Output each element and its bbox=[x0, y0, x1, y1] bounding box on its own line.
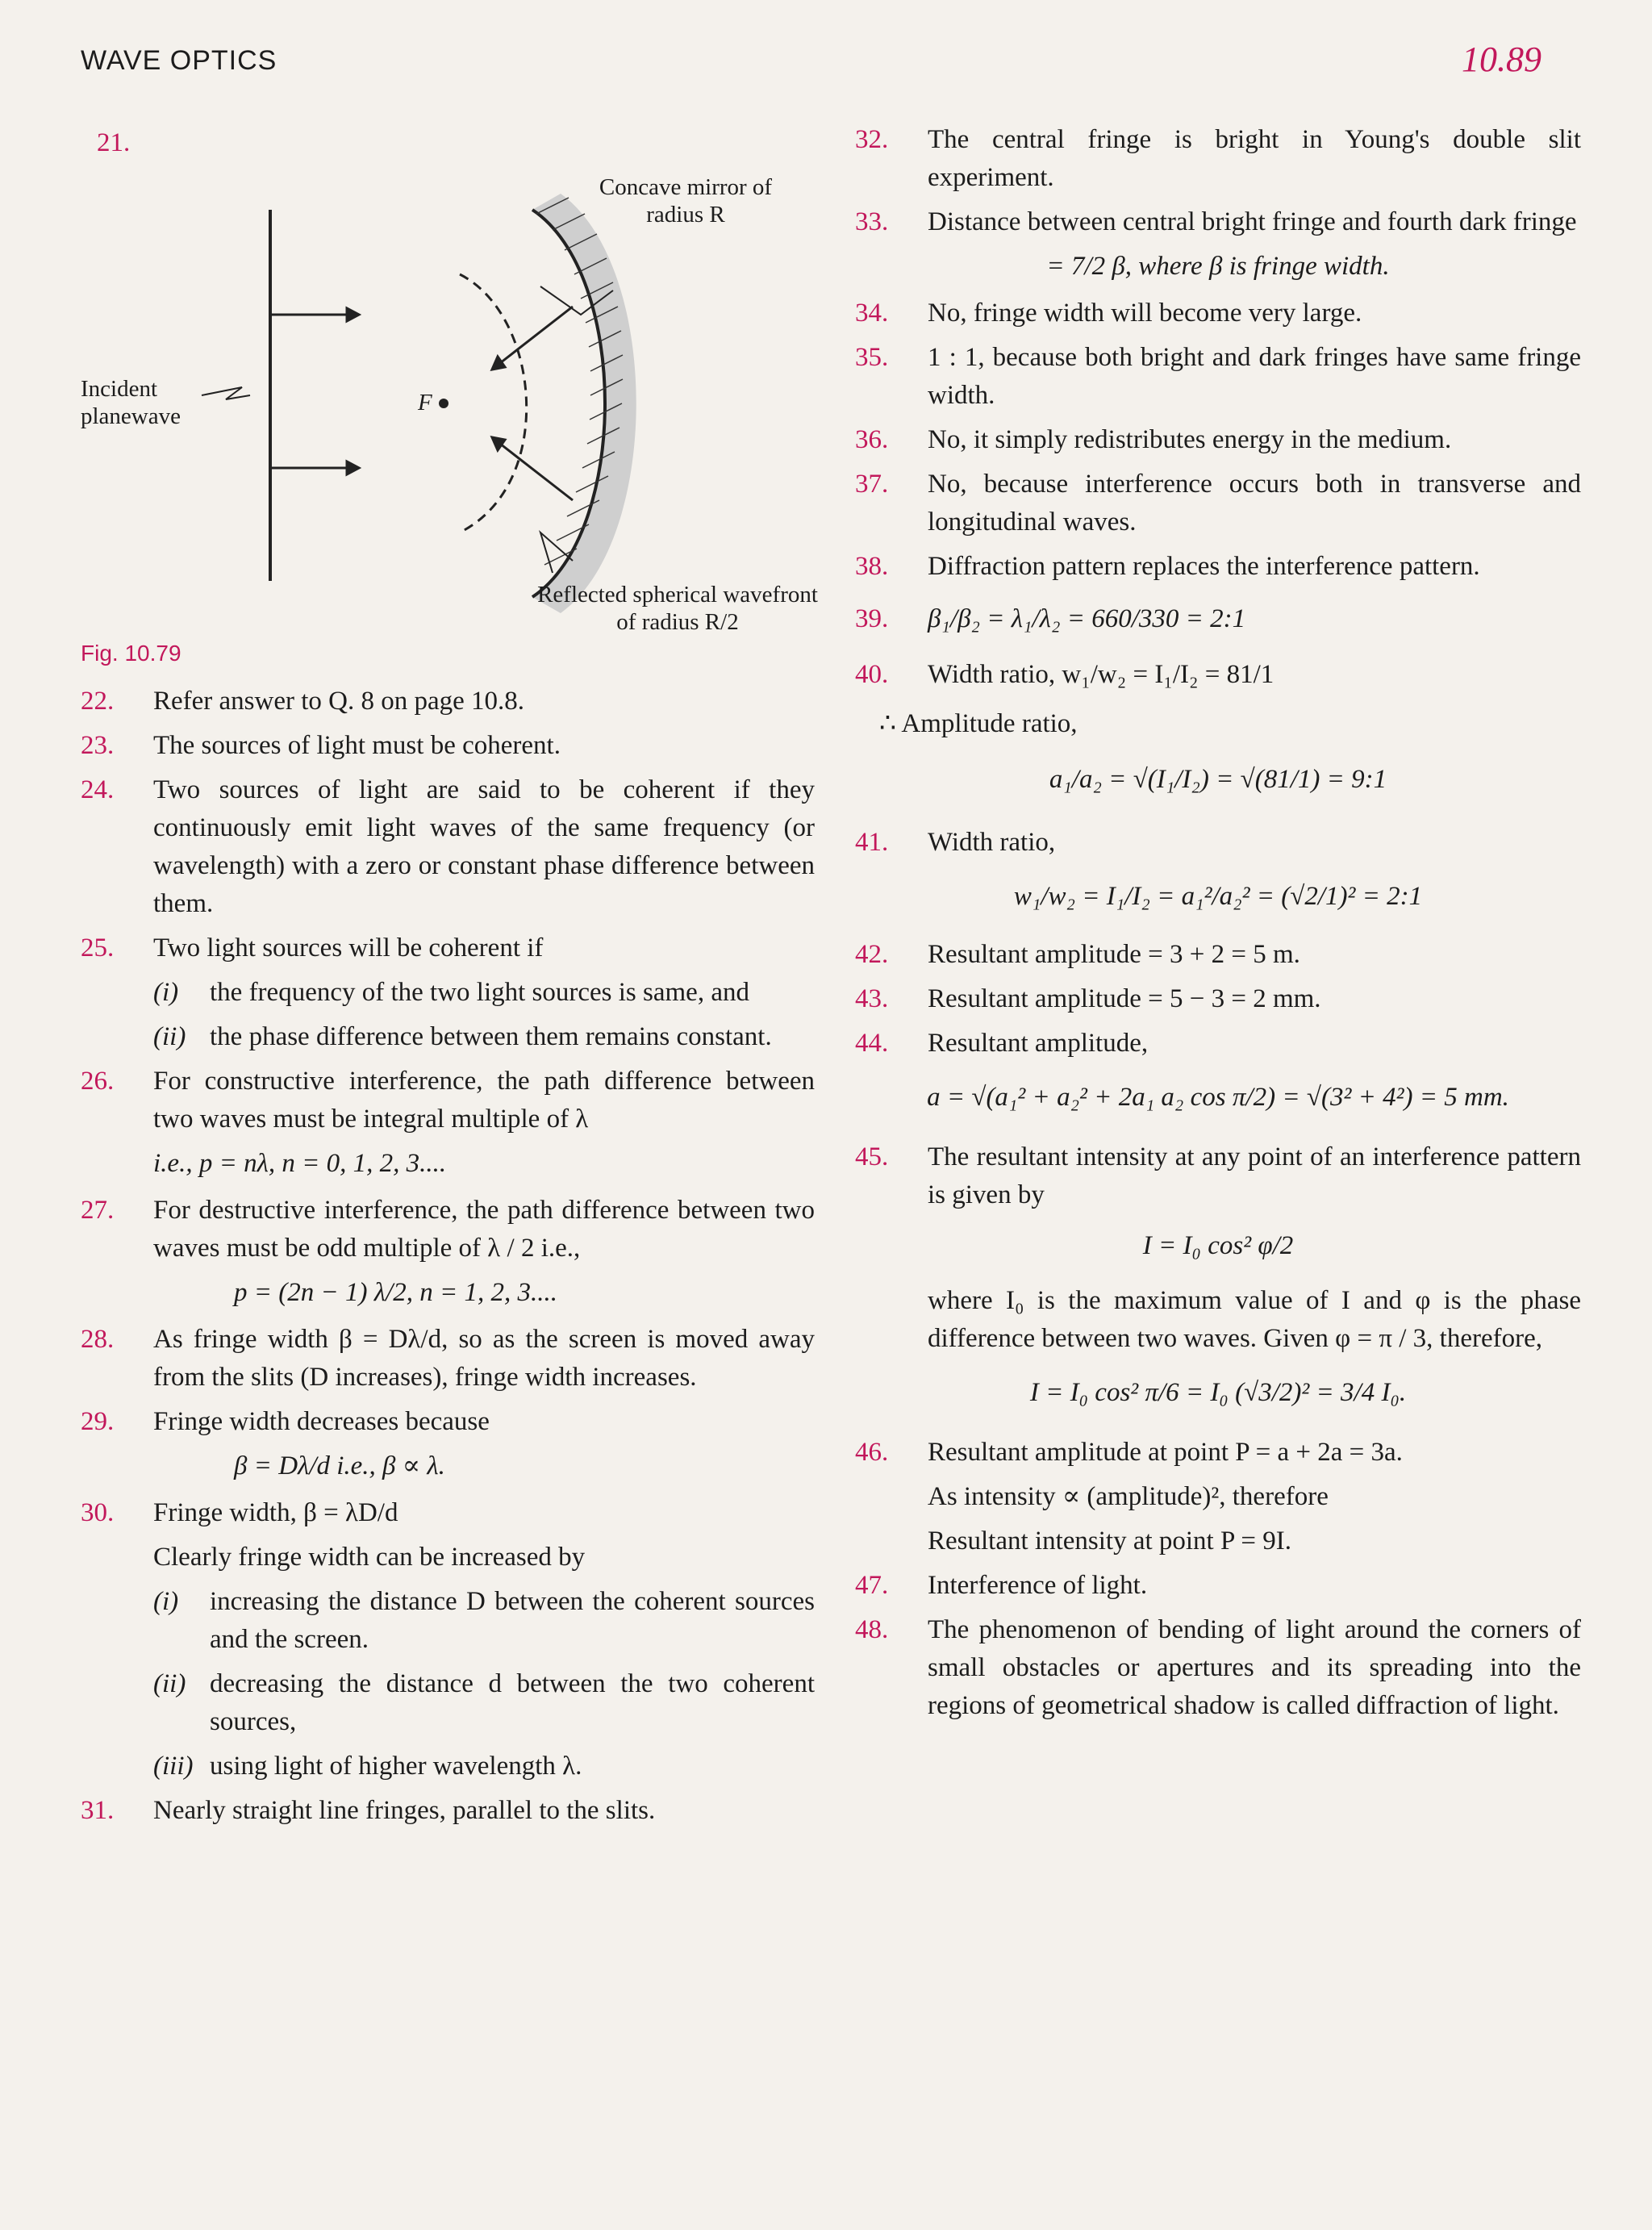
question-number: 21. bbox=[97, 128, 131, 157]
answer-47 bbox=[855, 1567, 1581, 1605]
answer-23 bbox=[81, 727, 815, 765]
answer-text: Fringe width decreases because bbox=[153, 1407, 490, 1436]
answer-40-line2: ∴ Amplitude ratio, bbox=[879, 709, 1078, 738]
answer-text: Two light sources will be coherent if bbox=[153, 933, 544, 963]
answer-45 bbox=[855, 1138, 1581, 1214]
point-text: the phase difference between them remains constant. bbox=[210, 1022, 772, 1051]
label-concave-mirror: Concave mirror of radius R bbox=[599, 174, 773, 228]
answer-38 bbox=[855, 548, 1581, 586]
equation-45b: I = I₀ cos² π/6 = I₀ (√3/2)² = 3/4 I₀. bbox=[1029, 1378, 1407, 1407]
answer-number: 29. bbox=[81, 1407, 115, 1436]
running-header: WAVE OPTICS bbox=[81, 45, 277, 76]
answer-37 bbox=[855, 466, 1581, 541]
answer-43 bbox=[855, 980, 1581, 1018]
point-text: increasing the distance D between the coherent sources and the screen. bbox=[210, 1587, 815, 1654]
answer-text: β₁/β₂ = λ₁/λ₂ = 660/330 = 2:1 bbox=[928, 604, 1246, 633]
answer-number: 39. bbox=[855, 604, 889, 633]
answer-text: Width ratio, w₁/w₂ = I₁/I₂ = 81/1 bbox=[928, 660, 1274, 689]
answer-30-point-ii bbox=[153, 1665, 815, 1741]
equation-45a: I = I₀ cos² φ/2 bbox=[1142, 1231, 1294, 1260]
answer-text: For constructive interference, the path difference between two waves must be integral multiple of λ bbox=[153, 1067, 815, 1134]
answer-text: Interference of light. bbox=[928, 1571, 1148, 1600]
answer-number: 42. bbox=[855, 940, 889, 969]
answer-number: 25. bbox=[81, 933, 115, 963]
answer-40 bbox=[855, 656, 1581, 694]
answer-text: Width ratio, bbox=[928, 828, 1056, 857]
answer-30-point-iii bbox=[153, 1748, 815, 1785]
answer-25-point-ii bbox=[153, 1018, 815, 1056]
answer-text: The resultant intensity at any point of an interference pattern is given by bbox=[928, 1142, 1581, 1209]
answer-39 bbox=[855, 600, 1581, 638]
page-number: 10.89 bbox=[1462, 40, 1541, 79]
point-marker: (i) bbox=[153, 1587, 179, 1616]
answer-number: 28. bbox=[81, 1325, 115, 1354]
answer-text: Diffraction pattern replaces the interference pattern. bbox=[928, 552, 1480, 581]
figure-concave-mirror bbox=[81, 121, 818, 637]
answer-25 bbox=[81, 929, 815, 967]
point-marker: (ii) bbox=[153, 1669, 186, 1698]
answer-number: 33. bbox=[855, 207, 889, 236]
answer-number: 43. bbox=[855, 984, 889, 1013]
equation-26: i.e., p = nλ, n = 0, 1, 2, 3.... bbox=[153, 1149, 447, 1178]
answer-31 bbox=[81, 1792, 815, 1830]
answer-25-point-i bbox=[153, 974, 815, 1012]
answer-41 bbox=[855, 824, 1581, 862]
answer-30 bbox=[81, 1494, 815, 1532]
answer-28 bbox=[81, 1321, 815, 1397]
answer-22 bbox=[81, 683, 815, 720]
answer-number: 40. bbox=[855, 660, 889, 689]
answer-text: Nearly straight line fringes, parallel to the slits. bbox=[153, 1796, 656, 1825]
answer-27 bbox=[81, 1192, 815, 1267]
point-marker: (iii) bbox=[153, 1752, 194, 1781]
answer-text: Fringe width, β = λD/d bbox=[153, 1498, 398, 1527]
answer-text: Resultant amplitude, bbox=[928, 1029, 1149, 1058]
answer-text: The sources of light must be coherent. bbox=[153, 731, 561, 760]
answer-number: 30. bbox=[81, 1498, 115, 1527]
answer-44 bbox=[855, 1025, 1581, 1063]
point-text: the frequency of the two light sources is same, and bbox=[210, 978, 749, 1007]
equation-33: = 7/2 β, where β is fringe width. bbox=[1046, 252, 1390, 281]
right-column bbox=[855, 121, 1581, 1731]
point-marker: (ii) bbox=[153, 1022, 186, 1051]
answer-text: No, it simply redistributes energy in the medium. bbox=[928, 425, 1452, 454]
answer-number: 27. bbox=[81, 1196, 115, 1225]
answer-30-point-i bbox=[153, 1583, 815, 1659]
answer-text: No, because interference occurs both in transverse and longitudinal waves. bbox=[928, 470, 1581, 537]
answer-number: 37. bbox=[855, 470, 889, 499]
answer-46 bbox=[855, 1434, 1581, 1472]
answer-number: 47. bbox=[855, 1571, 889, 1600]
point-text: decreasing the distance d between the two coherent sources, bbox=[210, 1669, 815, 1736]
equation-40: a₁/a₂ = √(I₁/I₂) = √(81/1) = 9:1 bbox=[1049, 765, 1387, 794]
left-column bbox=[81, 121, 818, 1836]
answer-33 bbox=[855, 203, 1581, 241]
answer-42 bbox=[855, 936, 1581, 974]
answer-text: Resultant amplitude = 3 + 2 = 5 m. bbox=[928, 940, 1300, 969]
answer-text: 1 : 1, because both bright and dark fringes have same fringe width. bbox=[928, 343, 1581, 410]
label-focus: F bbox=[418, 390, 432, 416]
answer-30-intro: Clearly fringe width can be increased by bbox=[153, 1543, 586, 1572]
answer-number: 34. bbox=[855, 299, 889, 328]
answer-number: 48. bbox=[855, 1615, 889, 1644]
answer-number: 38. bbox=[855, 552, 889, 581]
answer-text: Resultant amplitude = 5 − 3 = 2 mm. bbox=[928, 984, 1321, 1013]
label-reflected-wavefront: Reflected spherical wavefront of radius R/2 bbox=[537, 582, 818, 635]
answer-text: Two sources of light are said to be coherent if they continuously emit light waves of the same frequency (or wavelength) with a zero or constant phase difference between them. bbox=[153, 775, 815, 918]
label-incident-wave: Incident planewave bbox=[81, 376, 181, 429]
answer-46-line3: Resultant intensity at point P = 9I. bbox=[928, 1526, 1291, 1556]
answer-35 bbox=[855, 339, 1581, 415]
equation-29: β = Dλ/d i.e., β ∝ λ. bbox=[234, 1451, 445, 1480]
answer-number: 45. bbox=[855, 1142, 889, 1171]
answer-number: 32. bbox=[855, 125, 889, 154]
answer-number: 26. bbox=[81, 1067, 115, 1096]
answer-number: 36. bbox=[855, 425, 889, 454]
answer-24 bbox=[81, 771, 815, 923]
answer-number: 22. bbox=[81, 687, 115, 716]
answer-number: 44. bbox=[855, 1029, 889, 1058]
answer-34 bbox=[855, 294, 1581, 332]
point-text: using light of higher wavelength λ. bbox=[210, 1752, 582, 1781]
answer-text: Distance between central bright fringe and fourth dark fringe bbox=[928, 207, 1577, 236]
answer-48 bbox=[855, 1611, 1581, 1725]
answer-text: The phenomenon of bending of light around the corners of small obstacles or apertures and its spreading into the regions of geometrical shadow is called diffraction of light. bbox=[928, 1615, 1581, 1720]
answer-text: As fringe width β = Dλ/d, so as the screen is moved away from the slits (D increases), fringe width increases. bbox=[153, 1325, 815, 1392]
answer-46-line2: As intensity ∝ (amplitude)², therefore bbox=[928, 1482, 1329, 1511]
answer-number: 31. bbox=[81, 1796, 115, 1825]
answer-number: 24. bbox=[81, 775, 115, 804]
answer-number: 35. bbox=[855, 343, 889, 372]
answer-text: The central fringe is bright in Young's double slit experiment. bbox=[928, 125, 1581, 192]
answer-26 bbox=[81, 1063, 815, 1138]
answer-number: 46. bbox=[855, 1438, 889, 1467]
answer-text: Refer answer to Q. 8 on page 10.8. bbox=[153, 687, 525, 716]
answer-number: 41. bbox=[855, 828, 889, 857]
answer-45-explanation: where I₀ is the maximum value of I and φ is the phase difference between two waves. Given φ = π / 3, therefore, bbox=[928, 1286, 1581, 1353]
answer-text: Resultant amplitude at point P = a + 2a = 3a. bbox=[928, 1438, 1403, 1467]
answer-number: 23. bbox=[81, 731, 115, 760]
equation-41: w₁/w₂ = I₁/I₂ = a₁²/a₂² = (√2/1)² = 2:1 bbox=[1013, 882, 1423, 911]
answer-text: No, fringe width will become very large. bbox=[928, 299, 1362, 328]
equation-27: p = (2n − 1) λ/2, n = 1, 2, 3.... bbox=[234, 1278, 557, 1307]
answer-36 bbox=[855, 421, 1581, 459]
answer-32 bbox=[855, 121, 1581, 197]
answer-text: For destructive interference, the path difference between two waves must be odd multiple of λ / 2 i.e., bbox=[153, 1196, 815, 1263]
answer-29 bbox=[81, 1403, 815, 1441]
figure-caption: Fig. 10.79 bbox=[81, 641, 181, 666]
point-marker: (i) bbox=[153, 978, 179, 1007]
equation-44: a = √(a₁² + a₂² + 2a₁ a₂ cos π/2) = √(3² + 4²) = 5 mm. bbox=[927, 1083, 1509, 1112]
